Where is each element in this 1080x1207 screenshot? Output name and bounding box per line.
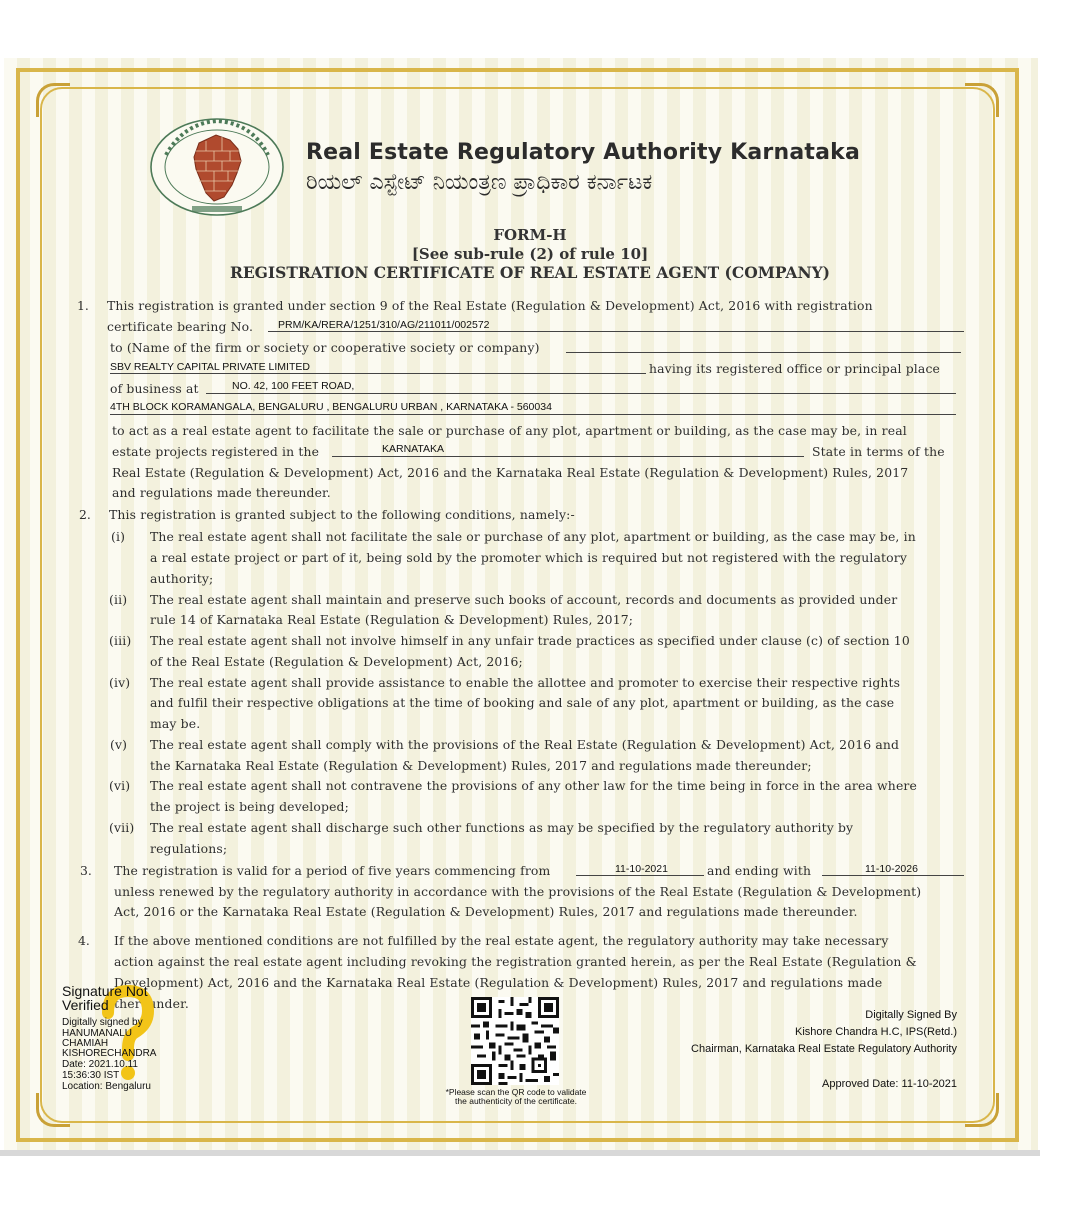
signatory-designation: Chairman, Karnataka Real Estate Regulatory Authority xyxy=(691,1043,957,1055)
approved-date: Approved Date: 11-10-2021 xyxy=(822,1078,957,1090)
signature-detail-6: 15:36:30 IST xyxy=(62,1070,120,1081)
border-corner-bottom-left xyxy=(36,1093,70,1127)
signature-detail-7: Location: Bengaluru xyxy=(62,1081,151,1092)
clause-1-line-5: of business at xyxy=(110,381,199,396)
company-name-underline xyxy=(110,373,646,374)
end-date-underline xyxy=(822,875,964,876)
state-underline xyxy=(332,456,804,457)
condition-2-line-1: The real estate agent shall maintain and preserve such books of account, records and documents as provided under xyxy=(150,592,898,607)
address-line-2-underline xyxy=(110,414,956,415)
clause-1-line-8-suffix: State in terms of the xyxy=(812,444,945,459)
signature-detail-1: Digitally signed by xyxy=(62,1017,143,1028)
firm-name-underline xyxy=(566,352,961,353)
clause-4-number: 4. xyxy=(78,933,90,948)
clause-4-line-2: action against the real estate agent including revoking the registration granted herein, as per the Real Estate (Regulation & xyxy=(114,954,917,969)
signature-detail-5: Date: 2021.10.11 xyxy=(62,1059,138,1070)
qr-note-line-2: the authenticity of the certificate. xyxy=(455,1096,577,1106)
condition-3-marker: (iii) xyxy=(109,633,132,648)
signature-detail-4: KISHORECHANDRA xyxy=(62,1048,157,1059)
clause-3-number: 3. xyxy=(80,863,92,878)
sheet-shadow xyxy=(0,1150,1040,1156)
clause-1-line-3: to (Name of the firm or society or cooperative society or company) xyxy=(110,340,540,355)
clause-4-line-4: thereunder. xyxy=(114,996,189,1011)
clause-1-line-8: estate projects registered in the xyxy=(112,444,320,459)
condition-4-line-1: The real estate agent shall provide assistance to enable the allottee and promoter to exercise their respective rights xyxy=(150,675,901,690)
clause-3-line-1-mid: and ending with xyxy=(707,863,812,878)
signature-status-line-1: Signature Not xyxy=(62,983,148,999)
authority-title-kn: ರಿಯಲ್ ಎಸ್ಟೇಟ್ ನಿಯಂತ್ರಣ ಪ್ರಾಧಿಕಾರ ಕರ್ನಾಟಕ xyxy=(306,170,653,195)
condition-7-marker: (vii) xyxy=(109,820,135,835)
border-corner-top-right xyxy=(965,83,999,117)
form-name: FORM-H xyxy=(493,226,567,244)
condition-2-marker: (ii) xyxy=(109,592,128,607)
clause-1-number: 1. xyxy=(77,298,89,313)
form-rule: [See sub-rule (2) of rule 10] xyxy=(411,245,649,263)
end-date: 11-10-2026 xyxy=(865,863,918,875)
clause-1-line-7: to act as a real estate agent to facilitate the sale or purchase of any plot, apartment or building, as the case may be, in real xyxy=(112,423,907,438)
condition-3-line-2: of the Real Estate (Regulation & Development) Act, 2016; xyxy=(150,654,523,669)
condition-5-line-1: The real estate agent shall comply with the provisions of the Real Estate (Regulation & Development) Act, 2016 and xyxy=(150,737,900,752)
clause-3-line-2: unless renewed by the regulatory authority in accordance with the provisions of the Real Estate (Regulation & Development) xyxy=(114,884,922,899)
clause-4-line-3: Development) Act, 2016 and the Karnataka Real Estate (Regulation & Development) Rules, 2017 and regulations made xyxy=(114,975,883,990)
company-name: SBV REALTY CAPITAL PRIVATE LIMITED xyxy=(110,361,310,373)
registration-number: PRM/KA/RERA/1251/310/AG/211011/002572 xyxy=(278,319,490,331)
registration-no-underline xyxy=(268,331,964,332)
clause-4-line-1: If the above mentioned conditions are not fulfilled by the real estate agent, the regulatory authority may take necessary xyxy=(114,933,889,948)
condition-1-line-3: authority; xyxy=(150,571,214,586)
clause-1-line-9: Real Estate (Regulation & Development) Act, 2016 and the Karnataka Real Estate (Regulation & Development) Rules, 2017 xyxy=(112,465,909,480)
border-corner-top-left xyxy=(36,83,70,117)
clause-2-intro: This registration is granted subject to the following conditions, namely:- xyxy=(109,507,575,522)
certificate-title: REGISTRATION CERTIFICATE OF REAL ESTATE AGENT (COMPANY) xyxy=(229,263,831,282)
start-date-underline xyxy=(576,875,704,876)
signature-detail-2: HANUMANALU xyxy=(62,1028,133,1039)
condition-4-line-2: and fulfil their respective obligations at the time of booking and sale of any plot, apartment or building, as the case xyxy=(150,695,895,710)
clause-3-line-3: Act, 2016 or the Karnataka Real Estate (Regulation & Development) Rules, 2017 and regulations made thereunder. xyxy=(114,904,858,919)
clause-1-line-10: and regulations made thereunder. xyxy=(112,485,331,500)
condition-6-line-1: The real estate agent shall not contravene the provisions of any other law for the time being in force in the area where xyxy=(150,778,917,793)
state-name: KARNATAKA xyxy=(382,443,445,455)
condition-3-line-1: The real estate agent shall not involve himself in any unfair trade practices as specified under clause (c) of section 10 xyxy=(150,633,910,648)
address-line-2: 4TH BLOCK KORAMANGALA, BENGALURU , BENGALURU URBAN , KARNATAKA - 560034 xyxy=(110,401,552,413)
clause-3-line-1: The registration is valid for a period of five years commencing from xyxy=(114,863,551,878)
address-line-1: NO. 42, 100 FEET ROAD, xyxy=(232,380,355,392)
qr-code-icon[interactable] xyxy=(471,997,559,1085)
condition-2-line-2: rule 14 of Karnataka Real Estate (Regulation & Development) Rules, 2017; xyxy=(150,612,634,627)
clause-2-number: 2. xyxy=(79,507,91,522)
signature-detail-3: CHAMIAH xyxy=(62,1038,109,1049)
condition-6-line-2: the project is being developed; xyxy=(150,799,349,814)
condition-1-line-2: a real estate project or part of it, being sold by the promoter which is required but not registered with the regulatory xyxy=(150,550,907,565)
signature-status-line-2: Verified xyxy=(62,997,109,1013)
karnataka-seal-icon xyxy=(144,115,290,220)
clause-1-line-1: This registration is granted under section 9 of the Real Estate (Regulation & Development) Act, 2016 with registration xyxy=(107,298,873,313)
signatory-line-1: Digitally Signed By xyxy=(865,1009,957,1021)
condition-1-marker: (i) xyxy=(111,529,126,544)
condition-7-line-1: The real estate agent shall discharge such other functions as may be specified by the regulatory authority by xyxy=(150,820,854,835)
condition-1-line-1: The real estate agent shall not facilitate the sale or purchase of any plot, apartment or building, as the case may be, in xyxy=(150,529,916,544)
condition-5-line-2: the Karnataka Real Estate (Regulation & Development) Rules, 2017 and regulations made thereunder; xyxy=(150,758,812,773)
condition-7-line-2: regulations; xyxy=(150,841,228,856)
condition-6-marker: (vi) xyxy=(109,778,131,793)
address-line-1-underline xyxy=(206,393,956,394)
qr-note-line-1: *Please scan the QR code to validate xyxy=(445,1087,587,1097)
clause-1-line-4: having its registered office or principal place xyxy=(649,361,941,376)
clause-1-line-2: certificate bearing No. xyxy=(107,319,254,334)
signatory-name: Kishore Chandra H.C, IPS(Retd.) xyxy=(794,1026,957,1038)
authority-title-en: Real Estate Regulatory Authority Karnataka xyxy=(306,140,861,165)
start-date: 11-10-2021 xyxy=(615,863,668,875)
condition-4-marker: (iv) xyxy=(109,675,131,690)
condition-4-line-3: may be. xyxy=(150,716,201,731)
condition-5-marker: (v) xyxy=(110,737,128,752)
